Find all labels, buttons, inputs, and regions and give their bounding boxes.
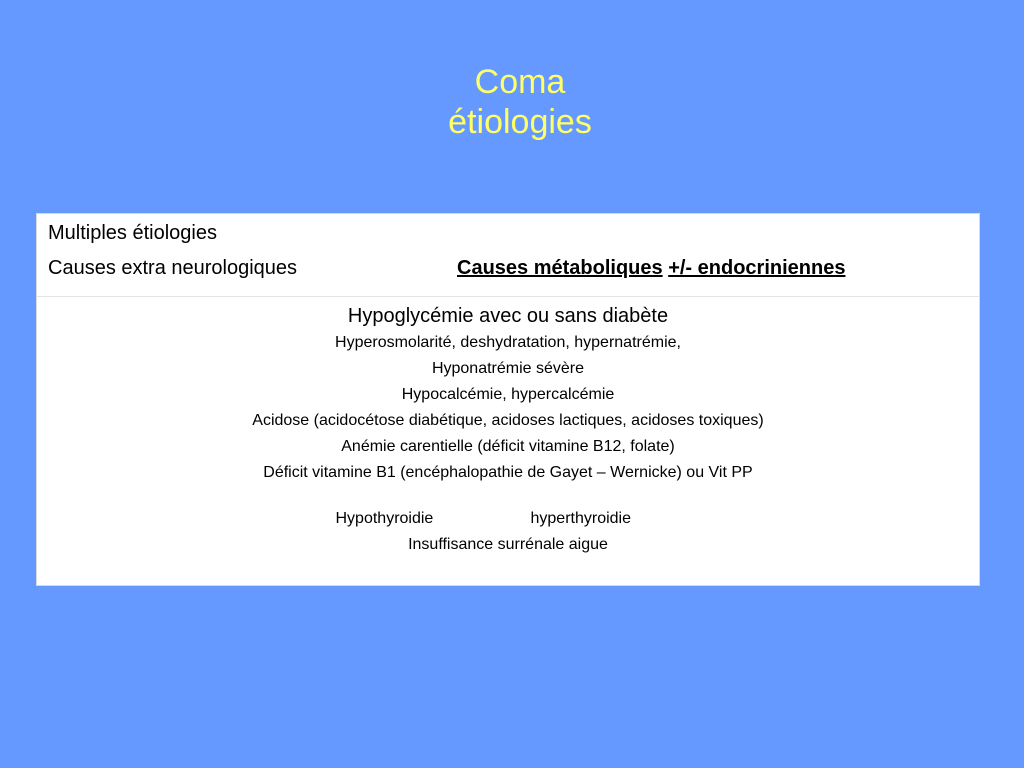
content-box <box>36 213 980 586</box>
hyperthyroidie-label: hyperthyroidie <box>530 510 631 527</box>
hypothyroidie-label: Hypothyroidie <box>335 510 434 527</box>
header-line-1: Multiples étiologies <box>48 222 217 244</box>
header-metabolic-causes <box>457 257 845 280</box>
slide-title <box>0 62 1024 142</box>
thyroid-line <box>37 506 979 532</box>
cause-item: Acidose (acidocétose diabétique, acidoses lactiques, acidoses toxiques) <box>252 412 764 429</box>
title-line-2: étiologies <box>448 103 592 141</box>
endocrine-causes-label: +/- endocriniennes <box>668 257 846 279</box>
cause-item: Déficit vitamine B1 (encéphalopathie de Gayet – Wernicke) ou Vit PP <box>263 464 753 481</box>
cause-item: Hypocalcémie, hypercalcémie <box>401 386 615 403</box>
box-body <box>37 297 979 558</box>
cause-item: Hyperosmolarité, deshydratation, hypernatrémie, <box>335 334 681 351</box>
box-header <box>37 214 979 297</box>
main-cause-line: Hypoglycémie avec ou sans diabète <box>347 305 669 327</box>
title-line-1: Coma <box>474 63 566 101</box>
cause-item: Hyponatrémie sévère <box>431 360 585 377</box>
header-line-2: Causes extra neurologiques <box>48 257 298 279</box>
cause-item: Anémie carentielle (déficit vitamine B12, folate) <box>341 438 675 455</box>
spacer <box>37 486 979 506</box>
adrenal-line: Insuffisance surrénale aigue <box>408 536 608 553</box>
metabolic-causes-label: Causes métaboliques <box>457 257 663 279</box>
